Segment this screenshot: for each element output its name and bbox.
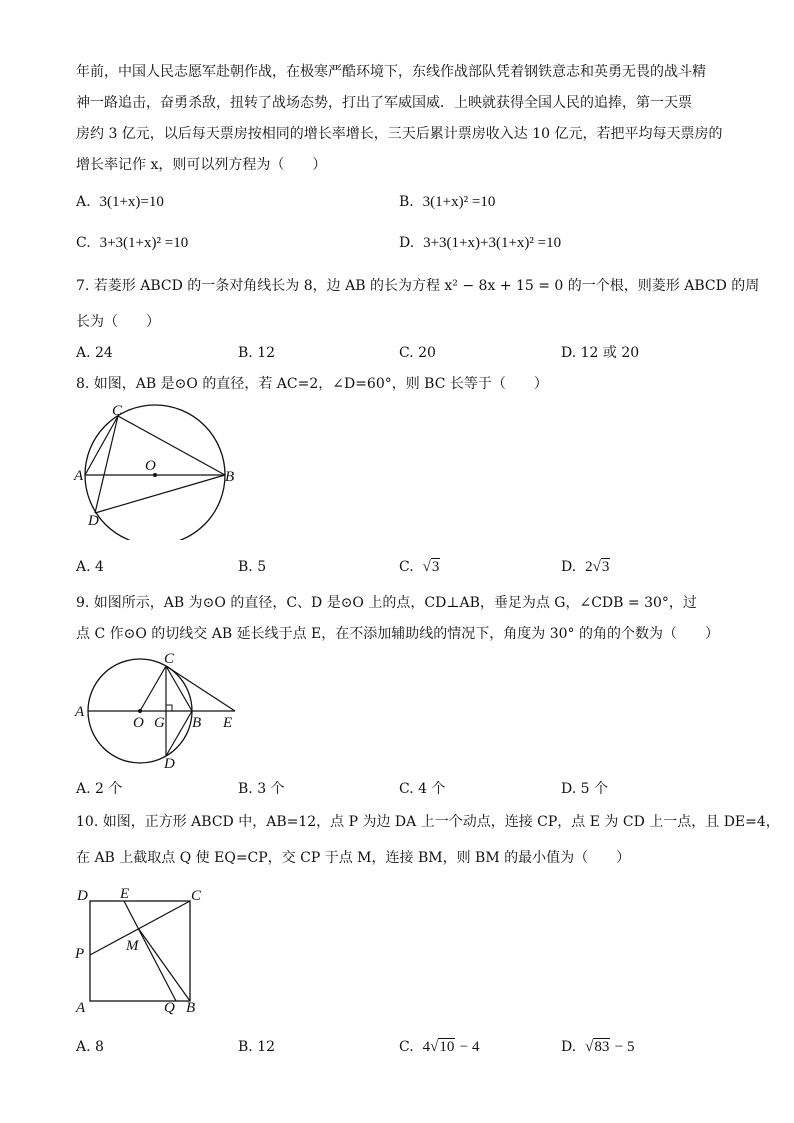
q6-option-d[interactable]: D. 3+3(1+x)+3(1+x)² =10 [399, 235, 562, 251]
q8-circle-figure [70, 400, 240, 540]
q10-label-q: Q [164, 1000, 175, 1016]
q8-text-line-1: 8. 如图，AB 是⊙O 的直径，若 AC=2，∠D=60°，则 BC 长等于（ ） [76, 376, 548, 392]
q7-text-line-2: 长为（ ） [76, 314, 160, 330]
q7-option-c[interactable]: C. 20 [399, 345, 436, 361]
q9-text-line-2: 点 C 作⊙O 的切线交 AB 延长线于点 E，在不添加辅助线的情况下，角度为 30° 的角的个数为（ ） [76, 626, 719, 642]
q10-label-c: C [191, 888, 202, 904]
q8-option-a[interactable]: A. 4 [76, 559, 104, 575]
q9-option-c[interactable]: C. 4 个 [399, 781, 446, 797]
q10-option-d[interactable]: D. √83 − 5 [561, 1039, 635, 1055]
q9-label-d: D [164, 756, 175, 770]
q10-square-figure [70, 880, 220, 1020]
q6-text-line-1: 年前，中国人民志愿军赴朝作战，在极寒严酷环境下，东线作战部队凭着钢铁意志和英勇无畏的战斗精 [76, 64, 706, 80]
q8-label-a: A [74, 468, 84, 484]
q6-option-c[interactable]: C. 3+3(1+x)² =10 [76, 235, 189, 251]
q6-option-b[interactable]: B. 3(1+x)² =10 [399, 194, 496, 210]
q9-label-c: C [164, 651, 175, 667]
q9-circle-figure [70, 650, 240, 770]
q10-label-b: B [186, 1000, 196, 1016]
q10-label-e: E [120, 886, 130, 902]
q9-text-line-1: 9. 如图所示，AB 为⊙O 的直径，C、D 是⊙O 上的点，CD⊥AB，垂足为点 G，∠CDB = 30°，过 [76, 595, 697, 611]
q10-label-p: P [75, 946, 85, 962]
q6-text-line-3: 房约 3 亿元，以后每天票房按相同的增长率增长，三天后累计票房收入达 10 亿元，若把平均每天票房的 [76, 126, 723, 142]
q9-label-a: A [75, 704, 85, 720]
q6-text-line-2: 神一路追击，奋勇杀敌，扭转了战场态势，打出了军威国威．上映就获得全国人民的追捧，第一天票 [76, 95, 692, 111]
q9-label-b: B [192, 715, 202, 731]
q10-text-line-2: 在 AB 上截取点 Q 使 EQ=CP，交 CP 于点 M，连接 BM，则 BM 的最小值为（ ） [76, 850, 631, 866]
q8-label-c: C [112, 403, 123, 419]
q7-option-d[interactable]: D. 12 或 20 [561, 345, 640, 361]
q10-option-c[interactable]: C. 4√10 − 4 [399, 1039, 480, 1055]
q9-option-a[interactable]: A. 2 个 [76, 781, 123, 797]
q9-option-b[interactable]: B. 3 个 [238, 781, 285, 797]
q8-label-o: O [145, 458, 156, 474]
q10-label-m: M [126, 938, 139, 954]
q10-label-a: A [76, 1000, 86, 1016]
q10-option-a[interactable]: A. 8 [76, 1039, 104, 1055]
q9-label-g: G [154, 715, 165, 731]
q8-option-d[interactable]: D. 2√3 [561, 559, 610, 575]
q9-label-o: O [133, 715, 144, 731]
q7-option-b[interactable]: B. 12 [238, 345, 276, 361]
q8-option-b[interactable]: B. 5 [238, 559, 267, 575]
q10-label-d: D [77, 888, 88, 904]
q8-label-b: B [225, 469, 235, 485]
q7-text-line-1: 7. 若菱形 ABCD 的一条对角线长为 8，边 AB 的长为方程 x² − 8x + 15 = 0 的一个根，则菱形 ABCD 的周 [76, 278, 760, 294]
q8-option-c[interactable]: C. √3 [399, 559, 440, 575]
q10-option-b[interactable]: B. 12 [238, 1039, 276, 1055]
q6-text-line-4: 增长率记作 x，则可以列方程为（ ） [76, 157, 327, 173]
q7-option-a[interactable]: A. 24 [76, 345, 113, 361]
q9-label-e: E [223, 715, 233, 731]
q8-label-d: D [88, 513, 99, 529]
q9-option-d[interactable]: D. 5 个 [561, 781, 608, 797]
q6-option-a[interactable]: A. 3(1+x)=10 [76, 194, 164, 210]
q10-text-line-1: 10. 如图，正方形 ABCD 中，AB=12，点 P 为边 DA 上一个动点，连接 CP，点 E 为 CD 上一点，且 DE=4， [76, 814, 780, 830]
